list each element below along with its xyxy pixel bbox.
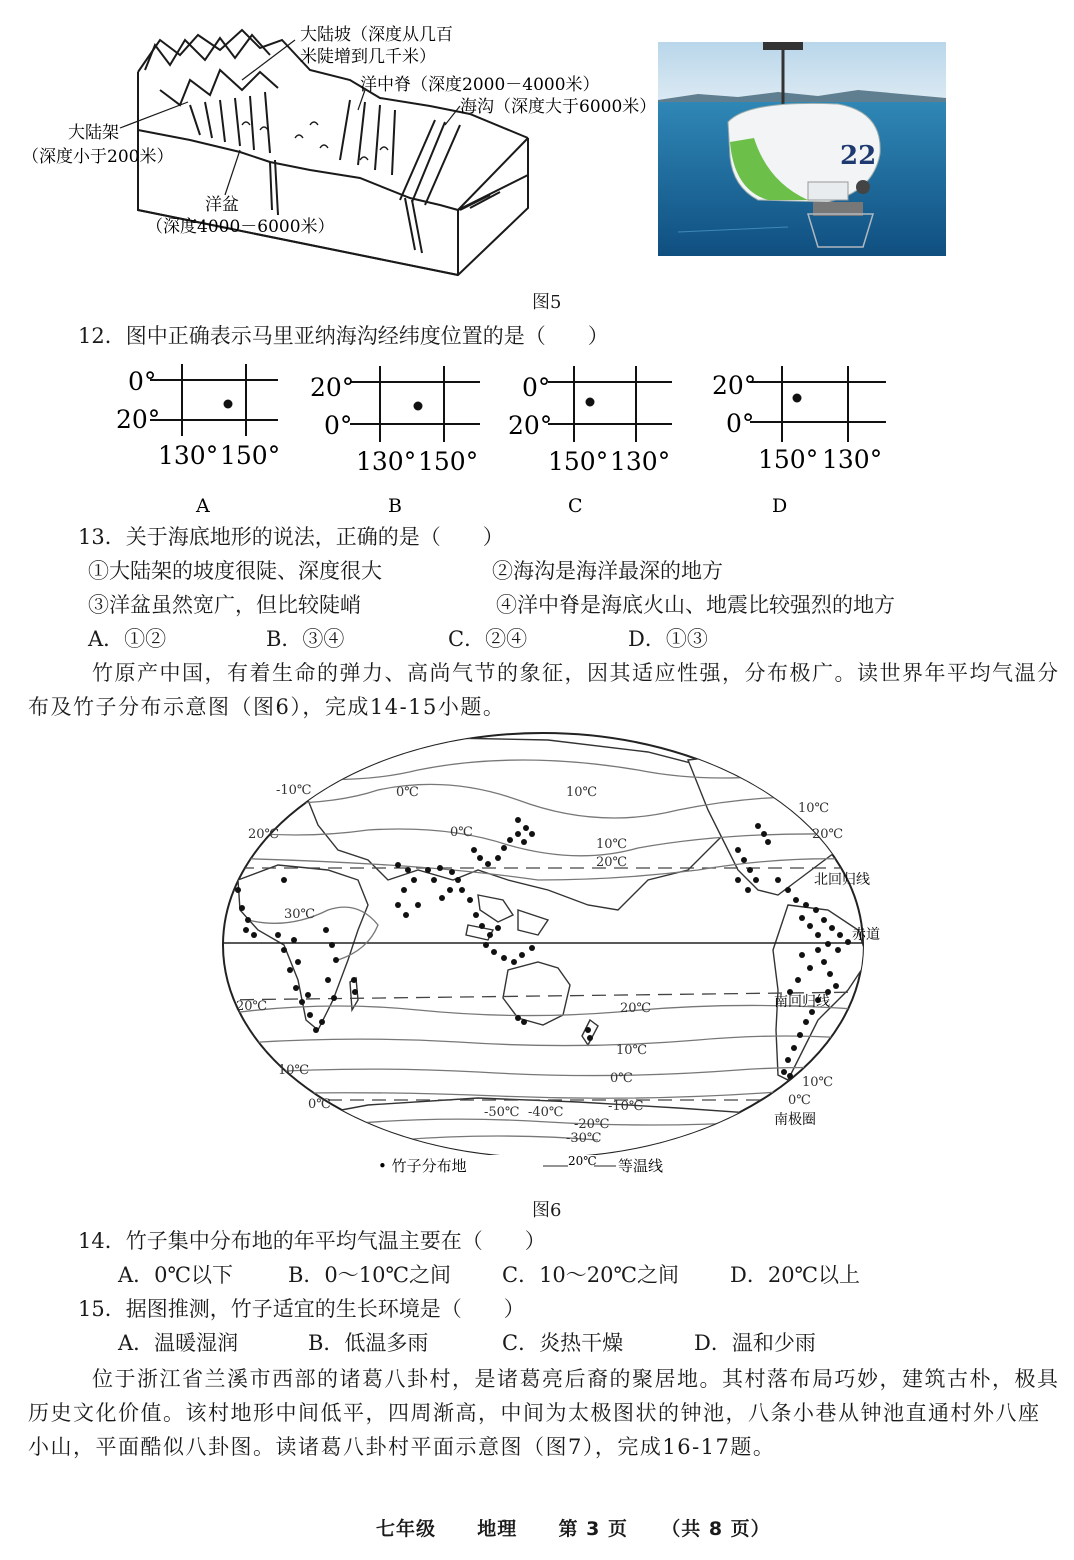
q15-option-b[interactable]: B．低温多雨 xyxy=(308,1331,429,1355)
bamboo-point xyxy=(803,1019,809,1025)
bamboo-point xyxy=(815,947,821,953)
bamboo-point xyxy=(753,877,759,883)
bamboo-point xyxy=(745,887,751,893)
bamboo-point xyxy=(313,1027,319,1033)
bamboo-point xyxy=(473,912,479,918)
option-b-lat-top: 20° xyxy=(310,373,355,402)
bamboo-point xyxy=(281,947,287,953)
bamboo-point xyxy=(411,877,417,883)
option-b-grid[interactable] xyxy=(310,366,480,517)
q14-option-c[interactable]: C．10～20℃之间 xyxy=(502,1263,680,1287)
q14-option-d[interactable]: D．20℃以上 xyxy=(730,1263,861,1287)
bamboo-point xyxy=(799,915,805,921)
bamboo-point xyxy=(521,1019,527,1025)
option-c-lat-top: 0° xyxy=(522,373,551,402)
bamboo-point xyxy=(415,902,421,908)
bamboo-point xyxy=(791,1045,797,1051)
bamboo-point xyxy=(795,977,801,983)
footer-page: 第 3 页 xyxy=(558,1518,628,1540)
bamboo-point xyxy=(351,977,357,983)
bamboo-point xyxy=(405,867,411,873)
bamboo-point xyxy=(395,862,401,868)
bamboo-point xyxy=(799,952,805,958)
option-d-lat-top: 20° xyxy=(712,371,757,400)
zhuge-intro-line-2: 历史文化价值。该村地形中间低平，四周渐高，中间为太极图状的钟池，八条小巷从钟池直通村外八座 xyxy=(28,1401,1041,1425)
bamboo-point xyxy=(305,992,311,998)
q13-stem: 13．关于海底地形的说法，正确的是（ ） xyxy=(78,525,504,549)
iso-n-10-a: 10℃ xyxy=(566,785,598,800)
option-b-letter: B xyxy=(388,495,402,517)
q14-option-a[interactable]: A．0℃以下 xyxy=(118,1263,234,1287)
bamboo-point xyxy=(239,905,245,911)
bamboo-point xyxy=(245,917,251,923)
bamboo-intro-line-1: 竹原产中国，有着生命的弹力、高尚气节的象征，因其适应性强，分布极广。读世界年平均气温分 xyxy=(92,661,1060,685)
figure6-caption: 图6 xyxy=(532,1200,562,1221)
legend-bamboo: • 竹子分布地 xyxy=(378,1157,467,1175)
q13-statement-1: ①大陆架的坡度很陡、深度很大 xyxy=(88,559,382,583)
bamboo-point xyxy=(501,845,507,851)
bamboo-point xyxy=(521,839,527,845)
q15-option-c[interactable]: C．炎热干燥 xyxy=(502,1331,624,1355)
iso-s-minus10: -10℃ xyxy=(608,1099,644,1114)
bamboo-point xyxy=(515,831,521,837)
bamboo-point xyxy=(827,971,833,977)
bamboo-point xyxy=(471,847,477,853)
bamboo-point xyxy=(821,959,827,965)
option-a-lon-right: 150° xyxy=(220,441,281,470)
q15-stem: 15．据图推测，竹子适宜的生长环境是（ ） xyxy=(78,1297,525,1321)
bamboo-point xyxy=(467,897,473,903)
iso-s-0-b: 0℃ xyxy=(610,1071,633,1086)
q13-option-a[interactable]: A．①② xyxy=(88,627,167,651)
iso-s-10-c: 10℃ xyxy=(802,1075,834,1090)
bamboo-point xyxy=(501,955,507,961)
label-continental-shelf-2: （深度小于200米） xyxy=(22,147,174,167)
bamboo-point xyxy=(431,877,437,883)
bamboo-point xyxy=(495,855,501,861)
q12-options xyxy=(100,362,900,522)
page-footer xyxy=(376,1514,771,1541)
label-south-tropic: 南回归线 xyxy=(774,994,830,1010)
iso-s-minus20: -20℃ xyxy=(574,1117,610,1132)
bamboo-point xyxy=(477,855,483,861)
iso-s-minus40: -40℃ xyxy=(528,1105,564,1120)
bamboo-point xyxy=(323,927,329,933)
bamboo-point xyxy=(803,902,809,908)
q13-option-d[interactable]: D．①③ xyxy=(628,627,708,651)
bamboo-point xyxy=(825,941,831,947)
footer-total: （共 8 页） xyxy=(661,1518,771,1540)
option-c-letter: C xyxy=(568,495,583,517)
bamboo-point xyxy=(807,923,813,929)
bamboo-point xyxy=(741,857,747,863)
bamboo-point xyxy=(807,965,813,971)
q12-stem: 12．图中正确表示马里亚纳海沟经纬度位置的是（ ） xyxy=(78,324,609,348)
label-antarctic-circle: 南极圈 xyxy=(774,1112,816,1128)
bamboo-point xyxy=(781,1069,787,1075)
bamboo-point xyxy=(299,999,305,1005)
legend-isotherm-sample: 20℃ xyxy=(568,1154,597,1168)
label-north-tropic: 北回归线 xyxy=(814,872,870,888)
bamboo-point xyxy=(329,942,335,948)
bamboo-point xyxy=(319,1019,325,1025)
bamboo-point xyxy=(425,867,431,873)
bamboo-point xyxy=(587,1035,593,1041)
footer-subject: 地理 xyxy=(477,1518,518,1540)
bamboo-point xyxy=(235,887,241,893)
bamboo-point xyxy=(507,837,513,843)
q14-stem: 14．竹子集中分布地的年平均气温主要在（ ） xyxy=(78,1229,546,1253)
bamboo-point xyxy=(459,887,465,893)
option-c-lon-right: 130° xyxy=(610,447,671,476)
bamboo-point xyxy=(331,995,337,1001)
bamboo-point xyxy=(395,902,401,908)
label-mid-ocean-ridge: 洋中脊（深度2000－4000米） xyxy=(360,75,600,95)
bamboo-point xyxy=(293,985,299,991)
q13-statement-2: ②海沟是海洋最深的地方 xyxy=(492,559,723,583)
label-ocean-basin-2: （深度4000－6000米） xyxy=(146,217,335,237)
bamboo-point xyxy=(815,932,821,938)
bamboo-point xyxy=(403,912,409,918)
bamboo-point xyxy=(511,959,517,965)
bamboo-point xyxy=(519,952,525,958)
bamboo-point xyxy=(437,865,443,871)
bamboo-point xyxy=(829,925,835,931)
bamboo-point xyxy=(281,877,287,883)
bamboo-point xyxy=(243,927,249,933)
bamboo-point xyxy=(821,917,827,923)
bamboo-point xyxy=(761,831,767,837)
bamboo-point xyxy=(785,887,791,893)
label-ocean-basin-1: 洋盆 xyxy=(205,195,239,215)
iso-s-10-b: 10℃ xyxy=(616,1043,648,1058)
bamboo-point xyxy=(797,1032,803,1038)
option-a-lat-bottom: 20° xyxy=(116,405,161,434)
bamboo-point xyxy=(491,949,497,955)
bamboo-point xyxy=(833,983,839,989)
bamboo-point xyxy=(495,925,501,931)
bamboo-point xyxy=(333,957,339,963)
bamboo-point xyxy=(455,877,461,883)
bamboo-point xyxy=(439,895,445,901)
submersible-number: 22 xyxy=(840,141,877,171)
zhuge-intro-line-3: 小山，平面酷似八卦图。读诸葛八卦村平面示意图（图7），完成16-17题。 xyxy=(28,1435,776,1459)
bamboo-point xyxy=(735,847,741,853)
option-b-lat-bottom: 0° xyxy=(324,411,353,440)
label-continental-slope-2: 米陡增到几千米） xyxy=(300,47,436,67)
iso-n-20-b: 20℃ xyxy=(596,855,628,870)
iso-n-10-b: 10℃ xyxy=(596,837,628,852)
zhuge-intro-line-1: 位于浙江省兰溪市西部的诸葛八卦村，是诸葛亮后裔的聚居地。其村落布局巧妙，建筑古朴，极具 xyxy=(92,1367,1060,1391)
bamboo-point xyxy=(287,967,293,973)
bamboo-point xyxy=(307,1012,313,1018)
bamboo-point xyxy=(487,932,493,938)
iso-s-minus50: -50℃ xyxy=(484,1105,520,1120)
bamboo-point xyxy=(837,932,843,938)
world-temperature-map xyxy=(218,730,880,1180)
iso-n-10-c: 10℃ xyxy=(798,801,830,816)
option-a-lon-left: 130° xyxy=(158,441,219,470)
bamboo-point xyxy=(793,897,799,903)
iso-s-0-a: 0℃ xyxy=(308,1097,331,1112)
option-d-lat-bottom: 0° xyxy=(726,409,755,438)
q13-option-c[interactable]: C．②④ xyxy=(448,627,528,651)
iso-s-minus30: -30℃ xyxy=(566,1131,602,1146)
legend-isotherm-label: 等温线 xyxy=(618,1157,664,1175)
q15-option-d[interactable]: D．温和少雨 xyxy=(694,1331,816,1355)
option-c-grid[interactable] xyxy=(508,366,672,517)
bamboo-point xyxy=(747,867,753,873)
bamboo-point xyxy=(251,932,257,938)
option-a-lat-top: 0° xyxy=(128,367,157,396)
q13-statement-4: ④洋中脊是海底火山、地震比较强烈的地方 xyxy=(496,593,895,617)
bamboo-point xyxy=(291,937,297,943)
iso-thirty: 30℃ xyxy=(284,907,316,922)
label-trench: 海沟（深度大于6000米） xyxy=(460,97,657,117)
bamboo-point xyxy=(275,932,281,938)
label-continental-slope-1: 大陆坡（深度从几百 xyxy=(300,25,453,45)
bamboo-point xyxy=(515,817,521,823)
bamboo-point xyxy=(755,823,761,829)
bamboo-point xyxy=(813,907,819,913)
iso-s-20-b: 20℃ xyxy=(620,1001,652,1016)
q13-statement-3: ③洋盆虽然宽广，但比较陡峭 xyxy=(88,593,361,617)
iso-n-0-a: 0℃ xyxy=(396,785,419,800)
bamboo-point xyxy=(401,887,407,893)
bamboo-point xyxy=(529,831,535,837)
seafloor-diagram xyxy=(20,10,660,280)
option-d-lon-right: 130° xyxy=(822,445,883,474)
bamboo-point xyxy=(325,977,331,983)
option-c-lon-left: 150° xyxy=(548,447,609,476)
bamboo-point xyxy=(449,869,455,875)
option-d-lon-left: 150° xyxy=(758,445,819,474)
iso-n-0-b: 0℃ xyxy=(450,825,473,840)
bamboo-point xyxy=(835,947,841,953)
iso-s-20-a: 20℃ xyxy=(236,999,268,1014)
iso-s-10-a: 10℃ xyxy=(278,1063,310,1078)
bamboo-point xyxy=(775,877,781,883)
bamboo-point xyxy=(529,945,535,951)
bamboo-point xyxy=(765,839,771,845)
q15-option-a[interactable]: A．温暖湿润 xyxy=(118,1331,239,1355)
bamboo-point xyxy=(483,942,489,948)
bamboo-point xyxy=(479,923,485,929)
bamboo-point xyxy=(447,887,453,893)
bamboo-point xyxy=(845,939,851,945)
option-b-lon-left: 130° xyxy=(356,447,417,476)
iso-n-20-c: 20℃ xyxy=(812,827,844,842)
option-c-lat-bottom: 20° xyxy=(508,411,553,440)
iso-n-minus10: -10℃ xyxy=(276,783,312,798)
label-continental-shelf-1: 大陆架 xyxy=(68,123,119,143)
submersible-photo xyxy=(658,42,946,256)
bamboo-point xyxy=(295,959,301,965)
option-a-letter: A xyxy=(196,495,210,517)
footer-grade: 七年级 xyxy=(376,1518,437,1540)
iso-s-0-c: 0℃ xyxy=(788,1093,811,1108)
q14-option-b[interactable]: B．0～10℃之间 xyxy=(288,1263,452,1287)
figure5-caption: 图5 xyxy=(532,292,562,313)
option-d-letter: D xyxy=(772,495,788,517)
q13-option-b[interactable]: B．③④ xyxy=(266,627,345,651)
bamboo-point xyxy=(735,877,741,883)
option-a-grid[interactable] xyxy=(116,364,280,517)
bamboo-point xyxy=(485,861,491,867)
label-equator: 赤道 xyxy=(852,927,880,943)
option-b-lon-right: 150° xyxy=(418,447,479,476)
bamboo-point xyxy=(585,1027,591,1033)
bamboo-point xyxy=(515,1015,521,1021)
bamboo-point xyxy=(523,825,529,831)
bamboo-point xyxy=(785,1057,791,1063)
bamboo-point xyxy=(352,989,358,995)
bamboo-intro-line-2: 布及竹子分布示意图（图6），完成14-15小题。 xyxy=(28,695,506,719)
iso-n-20-a: 20℃ xyxy=(248,827,280,842)
option-d-grid[interactable] xyxy=(712,366,886,517)
